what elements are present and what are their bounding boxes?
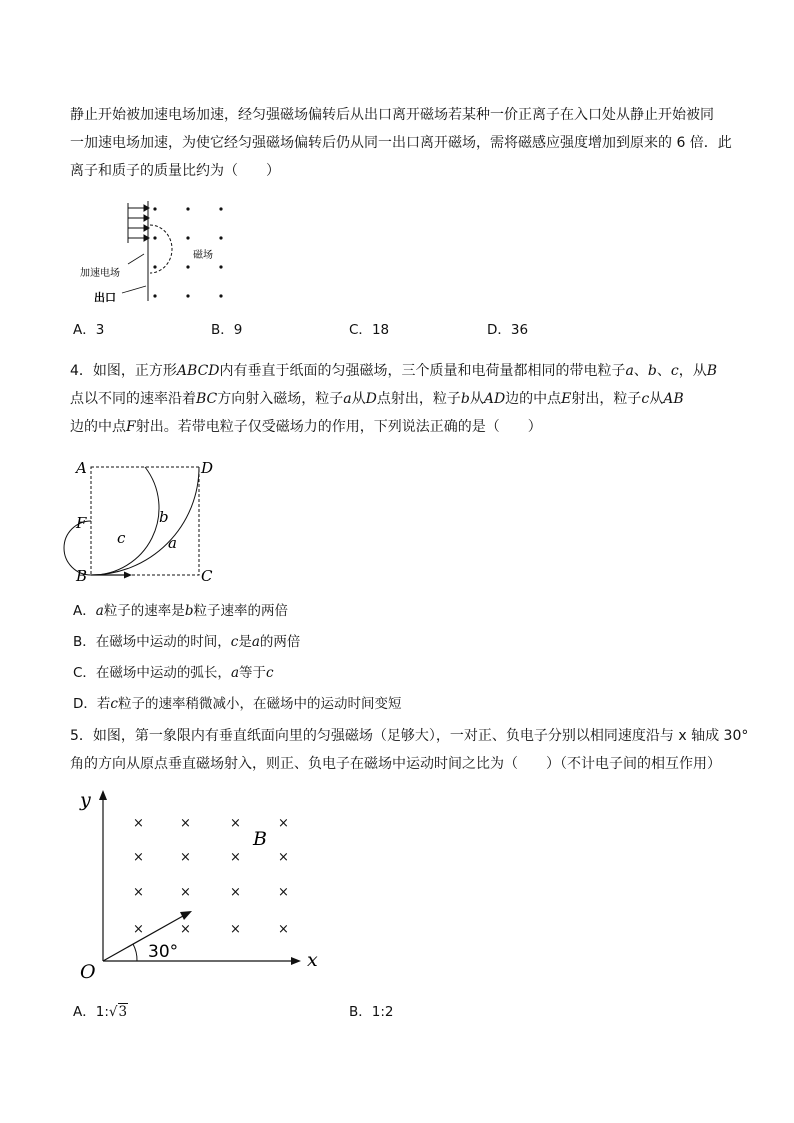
q3-option-a[interactable]: A．3 xyxy=(73,322,105,338)
ion-trajectory xyxy=(150,225,172,273)
label-c: c xyxy=(117,529,126,547)
q5-option-a[interactable]: A．1:√3 xyxy=(73,1004,128,1020)
q5-option-b[interactable]: B．1:2 xyxy=(349,1004,394,1020)
label-a: a xyxy=(168,534,177,552)
q4-option-c[interactable]: C．在磁场中运动的弧长，a等于c xyxy=(73,665,274,681)
svg-text:×: × xyxy=(278,850,289,865)
q4-figure xyxy=(72,456,222,586)
label-x: x xyxy=(307,949,318,971)
label-exit-pointer xyxy=(122,286,146,293)
label-B: B xyxy=(76,567,88,585)
label-origin: O xyxy=(80,961,96,983)
q4-stem xyxy=(70,357,730,441)
y-axis-arrowhead xyxy=(99,790,107,800)
svg-text:×: × xyxy=(180,816,191,831)
label-b: b xyxy=(159,508,169,526)
label-accel-pointer xyxy=(128,254,144,264)
svg-text:×: × xyxy=(133,885,144,900)
label-A: A xyxy=(76,459,87,477)
q3-stem-line: 离子和质子的质量比约为（ ） xyxy=(70,163,280,179)
q3-stem-line: 静止开始被加速电场加速，经匀强磁场偏转后从出口离开磁场若某种一价正离子在入口处从静止开始被同 xyxy=(70,107,714,123)
q4-option-d[interactable]: D．若c粒子的速率稍微减小，在磁场中的运动时间变短 xyxy=(73,696,402,712)
q4-stem-line: 4．如图，正方形ABCD内有垂直于纸面的匀强磁场，三个质量和电荷量都相同的带电粒子a、b、c，从B xyxy=(70,363,717,379)
label-C: C xyxy=(201,567,213,585)
svg-text:×: × xyxy=(230,816,241,831)
svg-text:×: × xyxy=(133,850,144,865)
label-field: 磁场 xyxy=(193,250,213,261)
q5-stem-line: 5．如图，第一象限内有垂直纸面向里的匀强磁场（足够大），一对正、负电子分别以相同速度沿与 x 轴成 30° xyxy=(70,728,749,744)
accelerating-field-arrows xyxy=(128,203,149,243)
q3-option-b[interactable]: B．9 xyxy=(211,322,243,338)
q5-stem-line: 角的方向从原点垂直磁场射入，则正、负电子在磁场中运动时间之比为（ ）（不计电子间的相互作用） xyxy=(70,756,721,772)
q3-figure xyxy=(80,198,240,308)
svg-text:×: × xyxy=(230,922,241,937)
velocity-vector-arrowhead xyxy=(180,911,192,920)
q4-option-b[interactable]: B．在磁场中运动的时间，c是a的两倍 xyxy=(73,634,301,650)
q3-stem-line: 一加速电场加速，为使它经匀强磁场偏转后仍从同一出口离开磁场，需将磁感应强度增加到原来的 6 倍．此 xyxy=(70,135,732,151)
q3-option-c[interactable]: C．18 xyxy=(349,322,390,338)
svg-text:×: × xyxy=(133,922,144,937)
svg-text:×: × xyxy=(278,816,289,831)
q3-option-d[interactable]: D．36 xyxy=(487,322,529,338)
angle-arc xyxy=(133,944,137,961)
label-angle: 30° xyxy=(148,942,179,962)
label-D: D xyxy=(201,459,214,477)
label-F: F xyxy=(76,514,87,532)
svg-text:×: × xyxy=(278,885,289,900)
svg-text:×: × xyxy=(230,885,241,900)
label-y: y xyxy=(80,789,91,811)
label-field-B: B xyxy=(253,828,267,850)
q4-stem-line: 点以不同的速率沿着BC方向射入磁场，粒子a从D点射出，粒子b从AD边的中点E射出，粒子c从AB xyxy=(70,391,684,407)
label-exit: 出口 xyxy=(94,291,116,304)
square-abcd xyxy=(91,467,199,575)
velocity-arrowhead xyxy=(124,572,132,579)
trajectory-a xyxy=(91,467,199,575)
svg-text:×: × xyxy=(180,885,191,900)
q3-stem xyxy=(70,101,730,185)
q4-option-a[interactable]: A．a粒子的速率是b粒子速率的两倍 xyxy=(73,603,288,619)
svg-text:×: × xyxy=(180,922,191,937)
q4-stem-line: 边的中点F射出。若带电粒子仅受磁场力的作用，下列说法正确的是（ ） xyxy=(70,419,542,435)
svg-text:×: × xyxy=(278,922,289,937)
label-accel: 加速电场 xyxy=(80,268,120,279)
x-axis-arrowhead xyxy=(291,957,301,965)
svg-text:×: × xyxy=(180,850,191,865)
svg-text:×: × xyxy=(230,850,241,865)
svg-text:×: × xyxy=(133,816,144,831)
q5-figure xyxy=(75,788,335,983)
q5-stem xyxy=(70,722,749,778)
